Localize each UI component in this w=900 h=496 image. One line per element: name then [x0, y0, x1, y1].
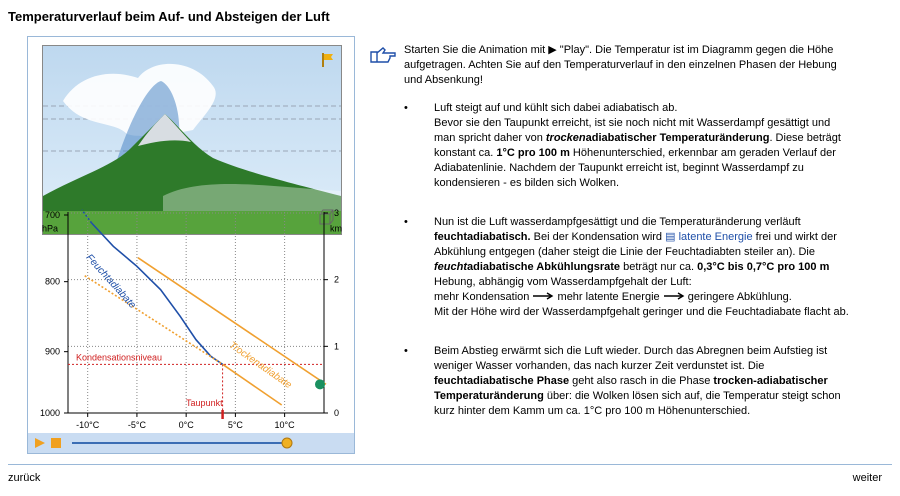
bullet: • [404, 102, 408, 114]
play-icon[interactable] [34, 437, 46, 449]
y-right-unit: km [330, 223, 342, 234]
bullet-2-text: Nun ist die Luft wasserdampfgesättigt und die Temperaturänderung verläuft [434, 216, 801, 228]
series-trockenadiabate-gestrichelt- [85, 276, 223, 365]
feuchtadiabate-label: Feuchtadiabate [83, 252, 138, 311]
bullet-1-strong: adiabatischer Temperaturänderung [585, 132, 770, 144]
y-left-tick-label: 1000 [39, 408, 60, 418]
bullet-1-rate: 1°C pro 100 m [496, 147, 570, 159]
intro-text: Starten Sie die Animation mit ▶ "Play". Die Temperatur ist im Diagramm gegen die Höhe aufgetragen. Achten Sie auf den Temperaturverlauf in den einzelnen Phasen der Hebung und Absenkung! [404, 44, 837, 86]
bullet: • [404, 345, 408, 357]
trockenadiabate-label: Trockenadiabate [226, 339, 294, 392]
bullet-3-strong2: trocken-adiabatischer Temperaturänderung [434, 375, 828, 402]
bullet: • [404, 216, 408, 228]
x-tick-label: 10°C [274, 420, 295, 430]
bullet-1-line1: Luft steigt auf und kühlt sich dabei adiabatisch ab. [434, 102, 678, 114]
chain-step-1: mehr Kondensation [434, 291, 530, 303]
series-feuchtadiabate-fortsetzung- [82, 210, 92, 223]
footer-divider [8, 464, 892, 465]
x-tick-label: -10°C [76, 420, 100, 430]
flag-icon[interactable] [321, 52, 335, 73]
arrow-right-icon [532, 292, 554, 300]
bullet-3-strong: feuchtadiabatische Phase [434, 375, 570, 387]
kondensationsniveau-label: Kondensationsniveau [76, 352, 163, 363]
bullet-3-text3: über: die Wolken lösen sich auf, die Temperatur steigt schon kurz hinter dem Kamm um ca. 1°C pro 100 m Höhenunterschied. [434, 390, 841, 417]
y-right-tick-label: 1 [334, 341, 340, 352]
stop-icon[interactable] [50, 437, 62, 449]
list-item [404, 101, 849, 191]
bullet-2-rate: 0,3°C bis 0,7°C pro 100 m [697, 261, 830, 273]
y-right-tick-label: 0 [334, 408, 340, 418]
x-tick-label: -5°C [127, 420, 146, 430]
pointing-hand-icon [369, 44, 397, 66]
glossary-icon: ▤ [665, 231, 676, 243]
animation-panel [27, 36, 355, 454]
progress-slider-handle[interactable] [281, 437, 293, 449]
chain-step-2: mehr latente Energie [557, 291, 660, 303]
animation-controls [28, 433, 354, 453]
bullet-2-strong2: adiabatische Abkühlungsrate [467, 261, 621, 273]
latente-energie-link[interactable] [665, 231, 752, 243]
latente-energie-label: latente Energie [678, 231, 753, 243]
x-tick-label: 5°C [227, 420, 243, 430]
bullet-3-text2: geht also rasch in die Phase [569, 375, 714, 387]
page-title: Temperaturverlauf beim Auf- und Absteigen der Luft [8, 9, 330, 24]
bullet-2-text4: beträgt nur ca. [620, 261, 698, 273]
list-item [404, 215, 849, 320]
bullet-1-em: trocken [545, 132, 586, 144]
explanation-list [404, 101, 849, 443]
x-tick-label: 0°C [178, 420, 194, 430]
y-left-unit: hPa [42, 223, 59, 234]
bullet-1-text2: . Diese beträgt konstant ca. [434, 132, 841, 159]
progress-track [72, 442, 292, 445]
next-link[interactable]: weiter [852, 472, 882, 484]
list-item [404, 344, 849, 419]
bullet-1-text: Bevor sie den Taupunkt erreicht, ist sie noch nicht mit Wasserdampf gesättigt und man spricht daher von [434, 117, 831, 144]
arrow-right-icon [663, 292, 685, 300]
y-right-tick-label: 3 [334, 208, 340, 218]
temperature-chart [28, 200, 354, 432]
y-left-tick-label: 800 [44, 276, 60, 287]
y-right-tick-label: 2 [334, 274, 340, 285]
back-link[interactable]: zurück [8, 472, 41, 484]
chain-step-3: geringere Abkühlung. [687, 291, 792, 303]
bullet-1-text3: Höhenunterschied, erkennbar am geraden Verlauf der Adiabatenlinie. Nachdem der Taupunkt erreicht ist, beginnt Wasserdampf zu kondensieren - es bilden sich Wolken. [434, 147, 836, 189]
bullet-2-text5: Hebung, abhängig vom Wasserdampfgehalt der Luft: [434, 276, 692, 288]
bullet-2-text6: Mit der Höhe wird der Wasserdampfgehalt geringer und die Feuchtadiabate flacht ab. [434, 306, 849, 318]
bullet-2-text3: frei und wirkt der Abkühlung entgegen (daher steigt die Linie der Feuchtadiabten steiler an). Die [434, 231, 837, 258]
y-left-tick-label: 900 [44, 346, 60, 357]
taupunkt-label: Taupunkt [186, 398, 223, 408]
air-parcel-marker [315, 379, 325, 389]
bullet-2-strong: feuchtadiabatisch. [434, 231, 531, 243]
bullet-2-text2: Bei der Kondensation wird [530, 231, 666, 243]
y-left-tick-label: 700 [44, 210, 60, 220]
bullet-2-em: feucht [434, 261, 467, 273]
series-trockenadiabate [138, 258, 326, 385]
bullet-3-text: Beim Abstieg erwärmt sich die Luft wieder. Durch das Abregnen beim Aufstieg ist weniger Wasser vorhanden, das nach kurzer Zeit verdunstet ist. Die [434, 345, 828, 372]
